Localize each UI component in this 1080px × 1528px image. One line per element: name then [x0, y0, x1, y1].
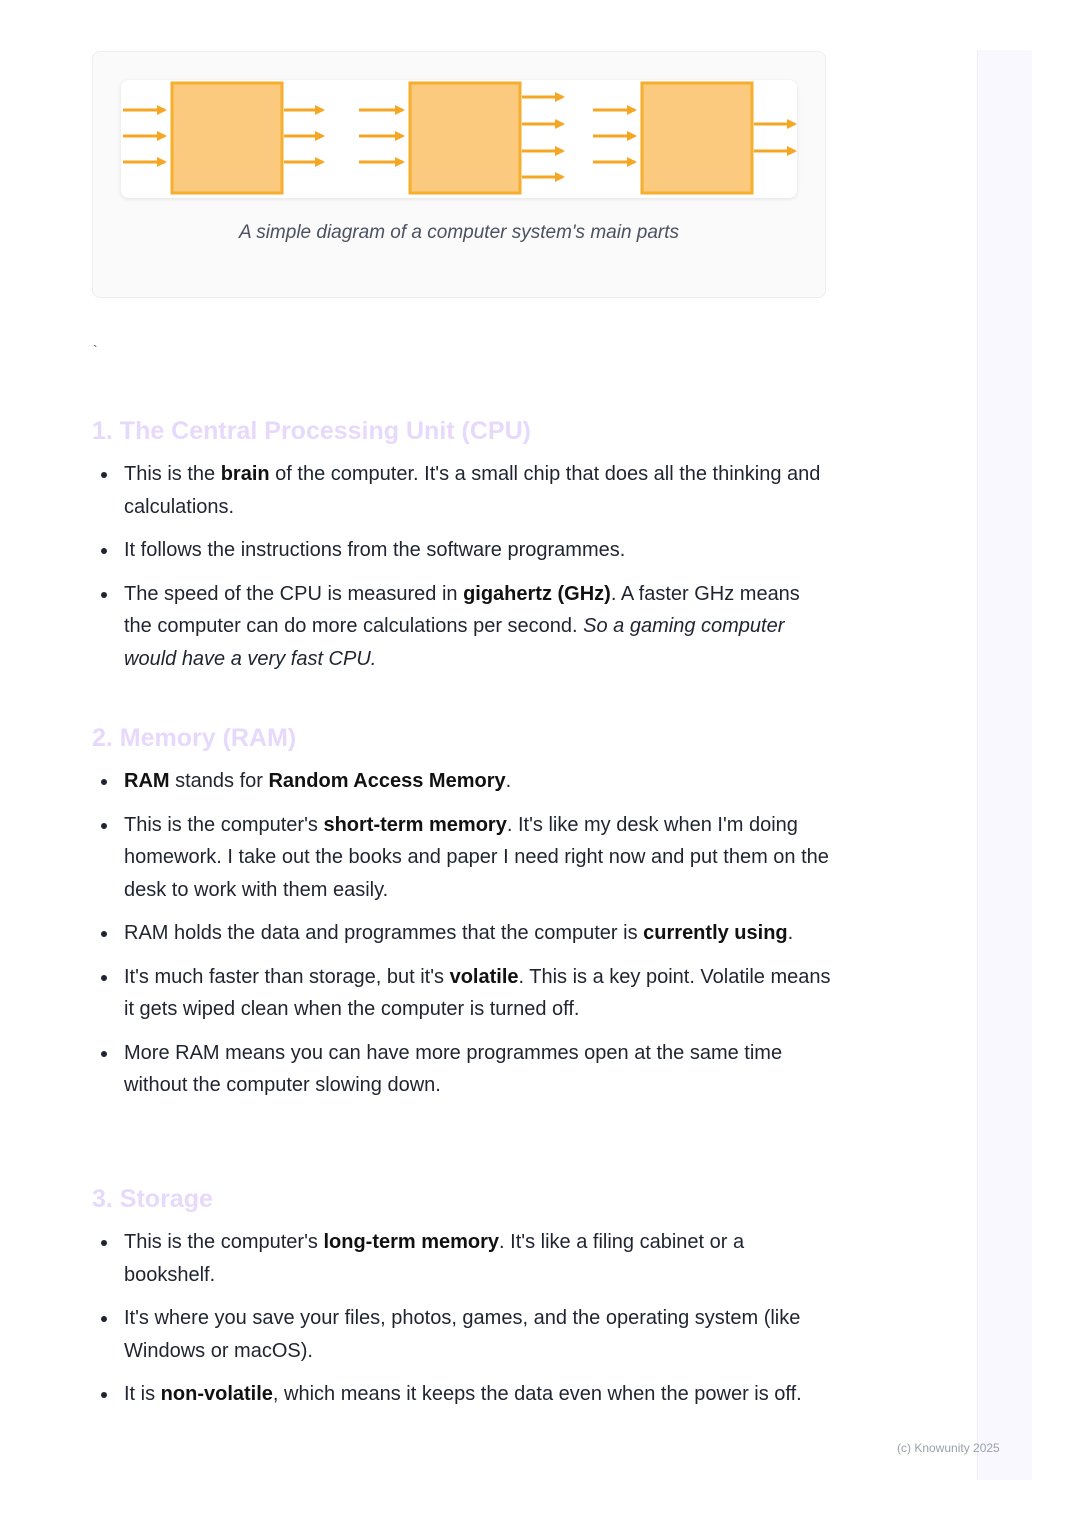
footer-copyright: (c) Knowunity 2025 — [897, 1441, 1000, 1455]
diagram-svg — [121, 80, 797, 198]
bullet-list — [92, 1226, 832, 1411]
list-item: RAM holds the data and programmes that the computer is currently using. — [92, 917, 832, 950]
section-heading: 1. The Central Processing Unit (CPU) — [92, 417, 531, 445]
component-box-3 — [642, 83, 752, 193]
bullet-list — [92, 765, 832, 1102]
list-item: This is the brain of the computer. It's a small chip that does all the thinking and calculations. — [92, 458, 832, 523]
list-item: It is non-volatile, which means it keeps the data even when the power is off. — [92, 1378, 832, 1411]
right-margin-strip — [977, 50, 1032, 1480]
list-item: RAM stands for Random Access Memory. — [92, 765, 832, 798]
figure-caption: A simple diagram of a computer system's main parts — [238, 222, 680, 243]
list-item: The speed of the CPU is measured in gigahertz (GHz). A faster GHz means the computer can do more calculations per second. So a gaming computer would have a very fast CPU. — [92, 578, 832, 676]
list-item: It follows the instructions from the software programmes. — [92, 534, 832, 567]
list-item: It's much faster than storage, but it's volatile. This is a key point. Volatile means it gets wiped clean when the computer is turned off. — [92, 961, 832, 1026]
component-box-2 — [410, 83, 520, 193]
list-item: This is the computer's long-term memory. It's like a filing cabinet or a bookshelf. — [92, 1226, 832, 1291]
list-item: It's where you save your files, photos, games, and the operating system (like Windows or macOS). — [92, 1302, 832, 1367]
stray-backtick: ` — [93, 342, 98, 358]
section-heading: 2. Memory (RAM) — [92, 724, 297, 752]
section-memory — [92, 722, 832, 1102]
list-item: This is the computer's short-term memory. It's like my desk when I'm doing homework. I take out the books and paper I need right now and put them on the desk to work with them easily. — [92, 809, 832, 907]
section-storage — [92, 1183, 832, 1411]
list-item: More RAM means you can have more programmes open at the same time without the computer slowing down. — [92, 1037, 832, 1102]
figure-card — [92, 51, 826, 298]
component-box-1 — [172, 83, 282, 193]
system-diagram — [121, 80, 797, 198]
bullet-list — [92, 458, 832, 675]
section-heading: 3. Storage — [92, 1185, 213, 1213]
section-cpu — [92, 415, 832, 675]
